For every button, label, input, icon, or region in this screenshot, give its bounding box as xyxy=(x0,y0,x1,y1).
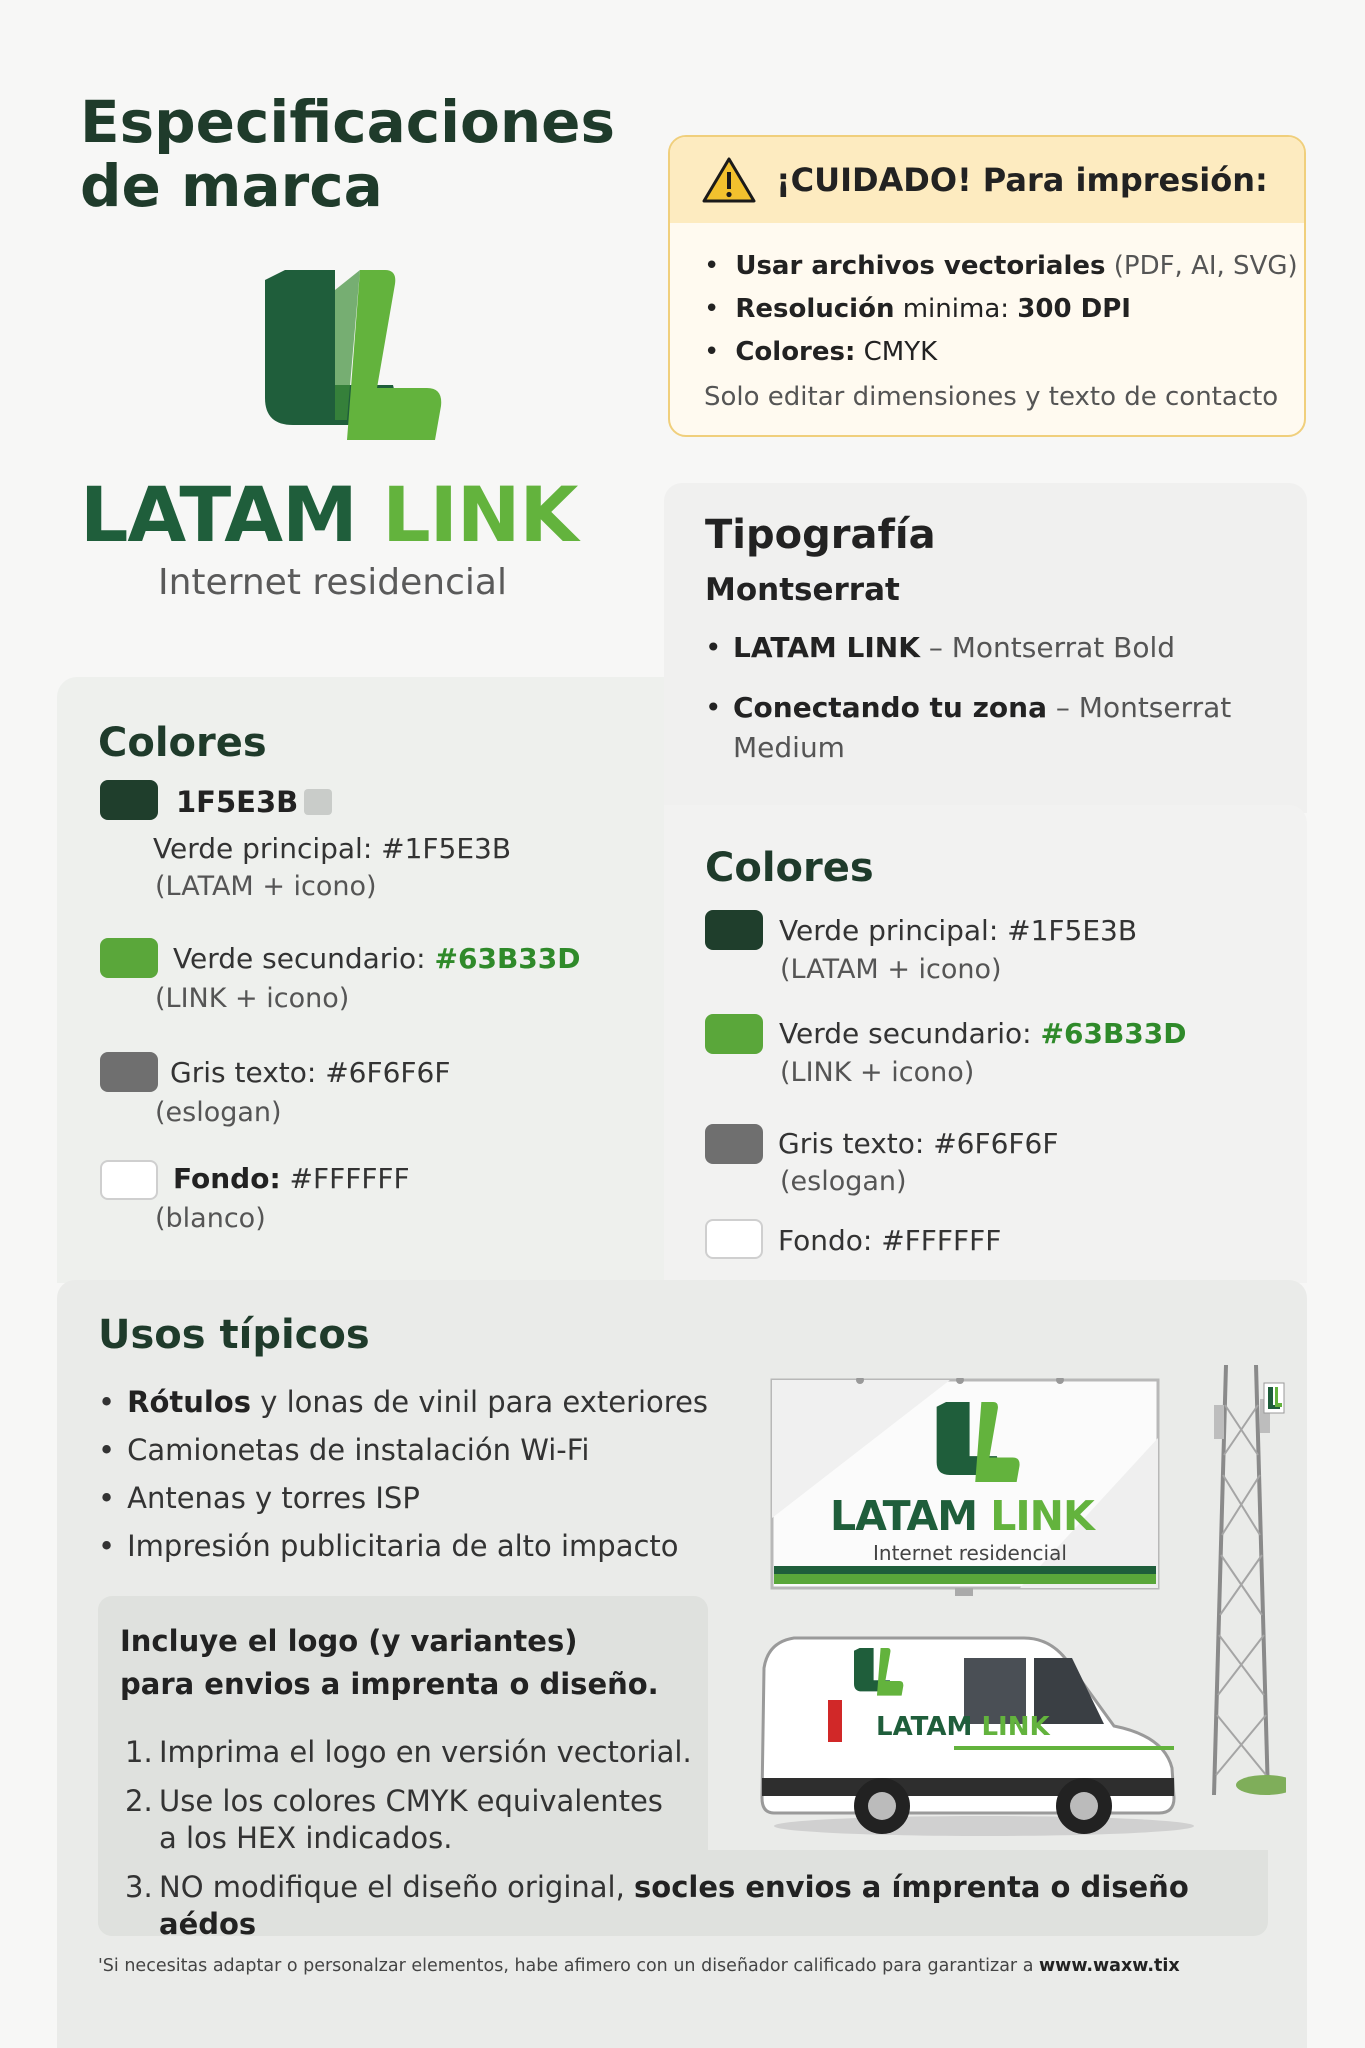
brand-tagline: Internet residencial xyxy=(158,562,507,603)
color-primary-text: Verde principal: #1F5E3B xyxy=(779,914,1138,947)
list-item: • LATAM LINK – Montserrat Bold xyxy=(705,628,1285,668)
antenna-tower-icon xyxy=(1206,1345,1286,1795)
uses-title: Usos típicos xyxy=(98,1312,370,1358)
van-brand: LATAM LINK xyxy=(876,1712,1050,1742)
list-item: 2. Use los colores CMYK equivalentes a los HEX indicados. xyxy=(125,1784,663,1855)
footnote: 'Si necesitas adaptar o personalzar elementos, habe afimero con un diseñador calificado para garantizar a www.waxw.tix xyxy=(98,1956,1180,1976)
typography-list xyxy=(705,628,1285,788)
brand-name-latam: LATAM xyxy=(80,470,357,559)
list-item: • Camionetas de instalación Wi-Fi xyxy=(98,1426,708,1474)
color-white-text: Fondo: #FFFFFF xyxy=(778,1224,1002,1257)
color-white-text: Fondo: #FFFFFF xyxy=(173,1162,410,1195)
billboard-logo-icon xyxy=(936,1402,1022,1482)
hex-label: 1F5E3B xyxy=(176,785,299,819)
color-gray-sub: (eslogan) xyxy=(780,1166,907,1197)
color-gray-text: Gris texto: #6F6F6F xyxy=(170,1056,451,1089)
billboard-brand: LATAM LINK xyxy=(830,1492,1094,1540)
print-warning-title: ¡CUIDADO! Para impresión: xyxy=(776,161,1268,199)
brand-logo-icon xyxy=(265,270,445,440)
list-item: 1. Imprima el logo en versión vectorial. xyxy=(125,1735,692,1769)
list-item: 3. NO modifique el diseño original, socles envios a ímprenta o diseño aédos xyxy=(125,1870,1189,1941)
brand-name xyxy=(80,470,577,559)
list-item: • Impresión publicitaria de alto impacto xyxy=(98,1522,708,1570)
color-gray-sub: (eslogan) xyxy=(155,1097,282,1128)
footnote-link: www.waxw.tix xyxy=(1038,1956,1180,1976)
list-item: • Colores: CMYK xyxy=(704,331,1304,374)
colors-left-title: Colores xyxy=(98,720,267,766)
list-item: • Resolución minima: 300 DPI xyxy=(704,288,1304,331)
color-secondary-sub: (LINK + icono) xyxy=(155,983,350,1014)
swatch-light-green xyxy=(705,1014,763,1054)
swatch-light-green xyxy=(100,938,158,978)
billboard-tagline: Internet residencial xyxy=(873,1541,1067,1565)
color-primary-sub: (LATAM + icono) xyxy=(780,954,1002,985)
swatch-dark-green xyxy=(705,910,763,950)
color-primary-sub: (LATAM + icono) xyxy=(155,871,377,902)
swatch-dark-green xyxy=(100,780,158,820)
swatch-white xyxy=(100,1160,158,1200)
color-secondary-text: Verde secundario: #63B33D xyxy=(173,942,581,975)
list-item: • Usar archivos vectoriales (PDF, AI, SVG) xyxy=(704,245,1304,288)
color-primary-text: Verde principal: #1F5E3B xyxy=(153,832,512,865)
swatch-gray xyxy=(705,1124,763,1164)
color-secondary-text: Verde secundario: #63B33D xyxy=(779,1017,1187,1050)
print-warning-list xyxy=(670,223,1304,374)
typography-font-name: Montserrat xyxy=(705,572,900,608)
print-warning-note: Solo editar dimensiones y texto de contacto xyxy=(704,382,1279,412)
uses-list xyxy=(98,1378,708,1570)
print-warning-box xyxy=(668,135,1306,437)
mini-swatch xyxy=(304,789,332,815)
print-warning-header xyxy=(670,137,1304,223)
typography-title: Tipografía xyxy=(705,512,936,558)
list-item: • Conectando tu zona – Montserrat Medium xyxy=(705,688,1285,768)
page-title-line2: de marca xyxy=(80,152,383,220)
include-title: Incluye el logo (y variantes) para envios a imprenta o diseño. xyxy=(120,1624,659,1701)
colors-right-title: Colores xyxy=(705,845,874,891)
color-white-sub: (blanco) xyxy=(155,1203,266,1234)
page-title-line1: Especificaciones xyxy=(80,88,616,156)
warning-icon xyxy=(702,156,756,204)
color-gray-text: Gris texto: #6F6F6F xyxy=(778,1127,1059,1160)
swatch-gray xyxy=(100,1052,158,1092)
page-title xyxy=(80,90,615,218)
list-item: • Antenas y torres ISP xyxy=(98,1474,708,1522)
swatch-white xyxy=(705,1219,763,1259)
brand-name-link: LINK xyxy=(382,470,578,559)
color-secondary-sub: (LINK + icono) xyxy=(780,1057,975,1088)
list-item: • Rótulos y lonas de vinil para exteriores xyxy=(98,1378,708,1426)
